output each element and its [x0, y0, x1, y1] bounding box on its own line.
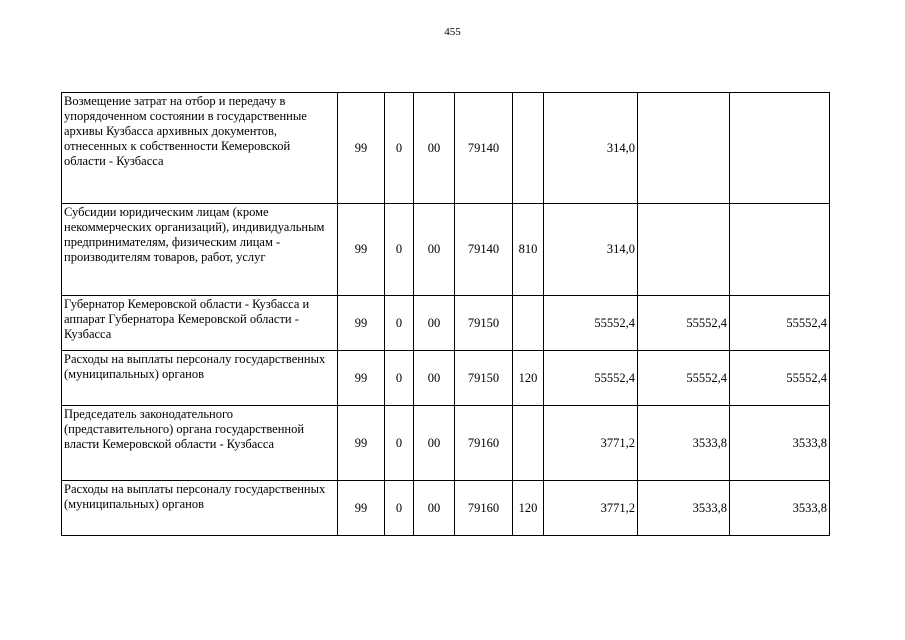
amount-1-cell: 3771,2: [544, 406, 638, 481]
direction-cell: 00: [414, 351, 455, 406]
amount-3-cell: 3533,8: [730, 406, 830, 481]
direction-cell: 00: [414, 481, 455, 536]
amount-1-cell: 3771,2: [544, 481, 638, 536]
amount-1-cell: 314,0: [544, 93, 638, 204]
subprogram-cell: 0: [385, 93, 414, 204]
program-cell: 99: [338, 481, 385, 536]
subprogram-cell: 0: [385, 204, 414, 296]
amount-2-cell: 55552,4: [638, 296, 730, 351]
program-cell: 99: [338, 296, 385, 351]
amount-3-cell: 55552,4: [730, 296, 830, 351]
program-cell: 99: [338, 406, 385, 481]
program-cell: 99: [338, 204, 385, 296]
row-name: Председатель законодательного (представительного) органа государственной власти Кемеровской области - Кузбасса: [62, 406, 338, 481]
subprogram-cell: 0: [385, 406, 414, 481]
expense-type-cell: [513, 406, 544, 481]
row-name: Расходы на выплаты персоналу государственных (муниципальных) органов: [62, 351, 338, 406]
expense-type-cell: [513, 296, 544, 351]
code-cell: 79160: [455, 481, 513, 536]
table-row: [62, 93, 830, 204]
code-cell: 79140: [455, 204, 513, 296]
amount-2-cell: 3533,8: [638, 406, 730, 481]
table-row: [62, 204, 830, 296]
direction-cell: 00: [414, 93, 455, 204]
budget-table: [61, 92, 830, 536]
row-name: Субсидии юридическим лицам (кроме некоммерческих организаций), индивидуальным предпринимателям, физическим лицам - производителям товаров, работ, услуг: [62, 204, 338, 296]
table-row: [62, 406, 830, 481]
subprogram-cell: 0: [385, 351, 414, 406]
expense-type-cell: 120: [513, 351, 544, 406]
page-number: 455: [444, 26, 461, 38]
subprogram-cell: 0: [385, 296, 414, 351]
table-row: [62, 296, 830, 351]
expense-type-cell: 120: [513, 481, 544, 536]
row-name: Возмещение затрат на отбор и передачу в упорядоченном состоянии в государственные архивы Кузбасса архивных документов, отнесенных к собственности Кемеровской области - Кузбасса: [62, 93, 338, 204]
expense-type-cell: [513, 93, 544, 204]
amount-1-cell: 55552,4: [544, 296, 638, 351]
direction-cell: 00: [414, 406, 455, 481]
table-row: [62, 481, 830, 536]
table-row: [62, 351, 830, 406]
direction-cell: 00: [414, 296, 455, 351]
program-cell: 99: [338, 351, 385, 406]
amount-3-cell: [730, 93, 830, 204]
amount-2-cell: [638, 93, 730, 204]
expense-type-cell: 810: [513, 204, 544, 296]
row-name: Расходы на выплаты персоналу государственных (муниципальных) органов: [62, 481, 338, 536]
code-cell: 79160: [455, 406, 513, 481]
code-cell: 79140: [455, 93, 513, 204]
amount-1-cell: 55552,4: [544, 351, 638, 406]
subprogram-cell: 0: [385, 481, 414, 536]
amount-1-cell: 314,0: [544, 204, 638, 296]
amount-3-cell: 55552,4: [730, 351, 830, 406]
amount-2-cell: 55552,4: [638, 351, 730, 406]
row-name: Губернатор Кемеровской области - Кузбасса и аппарат Губернатора Кемеровской области - Кузбасса: [62, 296, 338, 351]
amount-2-cell: 3533,8: [638, 481, 730, 536]
direction-cell: 00: [414, 204, 455, 296]
amount-3-cell: [730, 204, 830, 296]
program-cell: 99: [338, 93, 385, 204]
amount-2-cell: [638, 204, 730, 296]
code-cell: 79150: [455, 351, 513, 406]
code-cell: 79150: [455, 296, 513, 351]
amount-3-cell: 3533,8: [730, 481, 830, 536]
